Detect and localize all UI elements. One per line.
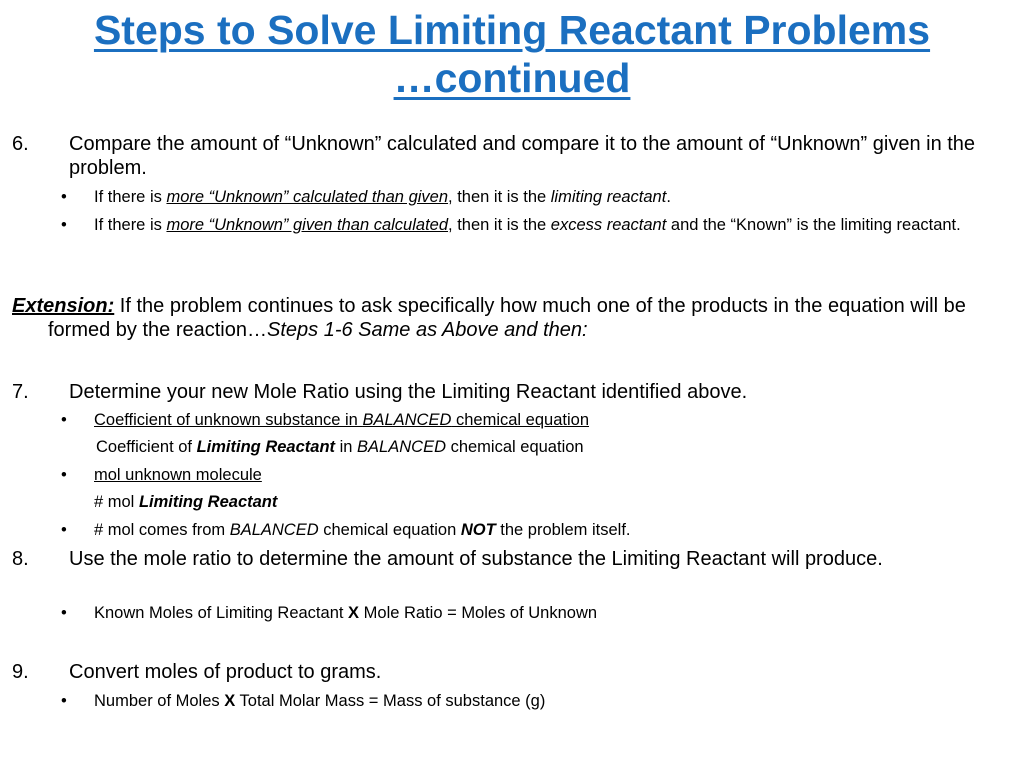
step-7-bullet-3: [61, 519, 1006, 541]
text: Mole Ratio = Moles of Unknown: [359, 604, 598, 622]
step-9-bullet-1: [61, 690, 1006, 712]
step-8: [12, 547, 1002, 571]
bullet-icon: •: [61, 692, 67, 710]
text: , then it is the: [448, 188, 551, 206]
emphasis: Limiting Reactant: [138, 493, 278, 511]
step-6: [12, 132, 1002, 180]
step-6-bullet-2: [61, 214, 1006, 236]
text: If there is: [94, 216, 167, 234]
step-text: Determine your new Mole Ratio using the Limiting Reactant identified above.: [69, 381, 748, 403]
bullet-icon: •: [61, 521, 67, 539]
emphasis: BALANCED: [362, 411, 452, 429]
step-text: Use the mole ratio to determine the amount of substance the Limiting Reactant will produce.: [69, 548, 883, 570]
emphasis: BALANCED: [357, 438, 446, 456]
bullet-icon: •: [61, 216, 67, 234]
text: , then it is the: [448, 216, 551, 234]
extension-paragraph: [12, 294, 1002, 342]
emphasis: X: [348, 604, 360, 622]
bullet-icon: •: [61, 466, 67, 484]
step-7-bullet-1: [61, 409, 1006, 431]
emphasis: BALANCED: [229, 521, 319, 539]
text: Coefficient of: [96, 438, 197, 456]
text: # mol: [94, 493, 139, 511]
step-number: 9.: [12, 661, 29, 683]
text: in: [335, 438, 358, 456]
bullet-icon: •: [61, 188, 67, 206]
emphasis: Limiting Reactant: [196, 438, 336, 456]
bullet-icon: •: [61, 411, 67, 429]
text: # mol comes from: [94, 521, 230, 539]
step-number: 6.: [12, 133, 29, 155]
title-line-1: Steps to Solve Limiting Reactant Problems: [93, 7, 931, 53]
step-9: [12, 660, 1002, 684]
title-line-2: …continued: [393, 55, 631, 101]
step-6-bullet-1: [61, 186, 1006, 208]
text: .: [666, 188, 671, 206]
extension-label: Extension:: [12, 295, 115, 317]
step-7-ratio-denominator-1: [96, 436, 584, 458]
emphasis: excess reactant: [550, 216, 667, 234]
text: chemical equation: [451, 411, 589, 429]
text: If there is: [94, 188, 167, 206]
step-text: Convert moles of product to grams.: [69, 661, 382, 683]
text: chemical equation: [318, 521, 461, 539]
bullet-icon: •: [61, 604, 67, 622]
step-7-ratio-denominator-2: [94, 491, 277, 513]
text: Number of Moles: [94, 692, 225, 710]
text: Total Molar Mass = Mass of substance (g): [235, 692, 546, 710]
emphasis: X: [224, 692, 236, 710]
step-number: 8.: [12, 548, 29, 570]
emphasis: more “Unknown” given than calculated: [166, 216, 449, 234]
emphasis: NOT: [460, 521, 496, 539]
emphasis: more “Unknown” calculated than given: [166, 188, 449, 206]
text: chemical equation: [446, 438, 584, 456]
step-7: [12, 380, 1002, 404]
step-text: Compare the amount of “Unknown” calculated and compare it to the amount of “Unknown” given in the problem.: [69, 133, 976, 179]
emphasis: limiting reactant: [550, 188, 667, 206]
step-8-bullet-1: [61, 602, 1006, 624]
text: the problem itself.: [495, 521, 631, 539]
text: and the “Known” is the limiting reactant.: [666, 216, 961, 234]
text: Known Moles of Limiting Reactant: [94, 604, 349, 622]
extension-italic: Steps 1-6 Same as Above and then:: [267, 319, 588, 341]
extension-text: If the problem continues to ask specifically how much one of the products in the equation will be formed by the reaction…: [48, 295, 966, 341]
text: mol unknown molecule: [94, 466, 262, 484]
step-number: 7.: [12, 381, 29, 403]
step-7-bullet-2: [61, 464, 1006, 486]
text: Coefficient of unknown substance in: [94, 411, 363, 429]
page-title: [0, 6, 1024, 102]
